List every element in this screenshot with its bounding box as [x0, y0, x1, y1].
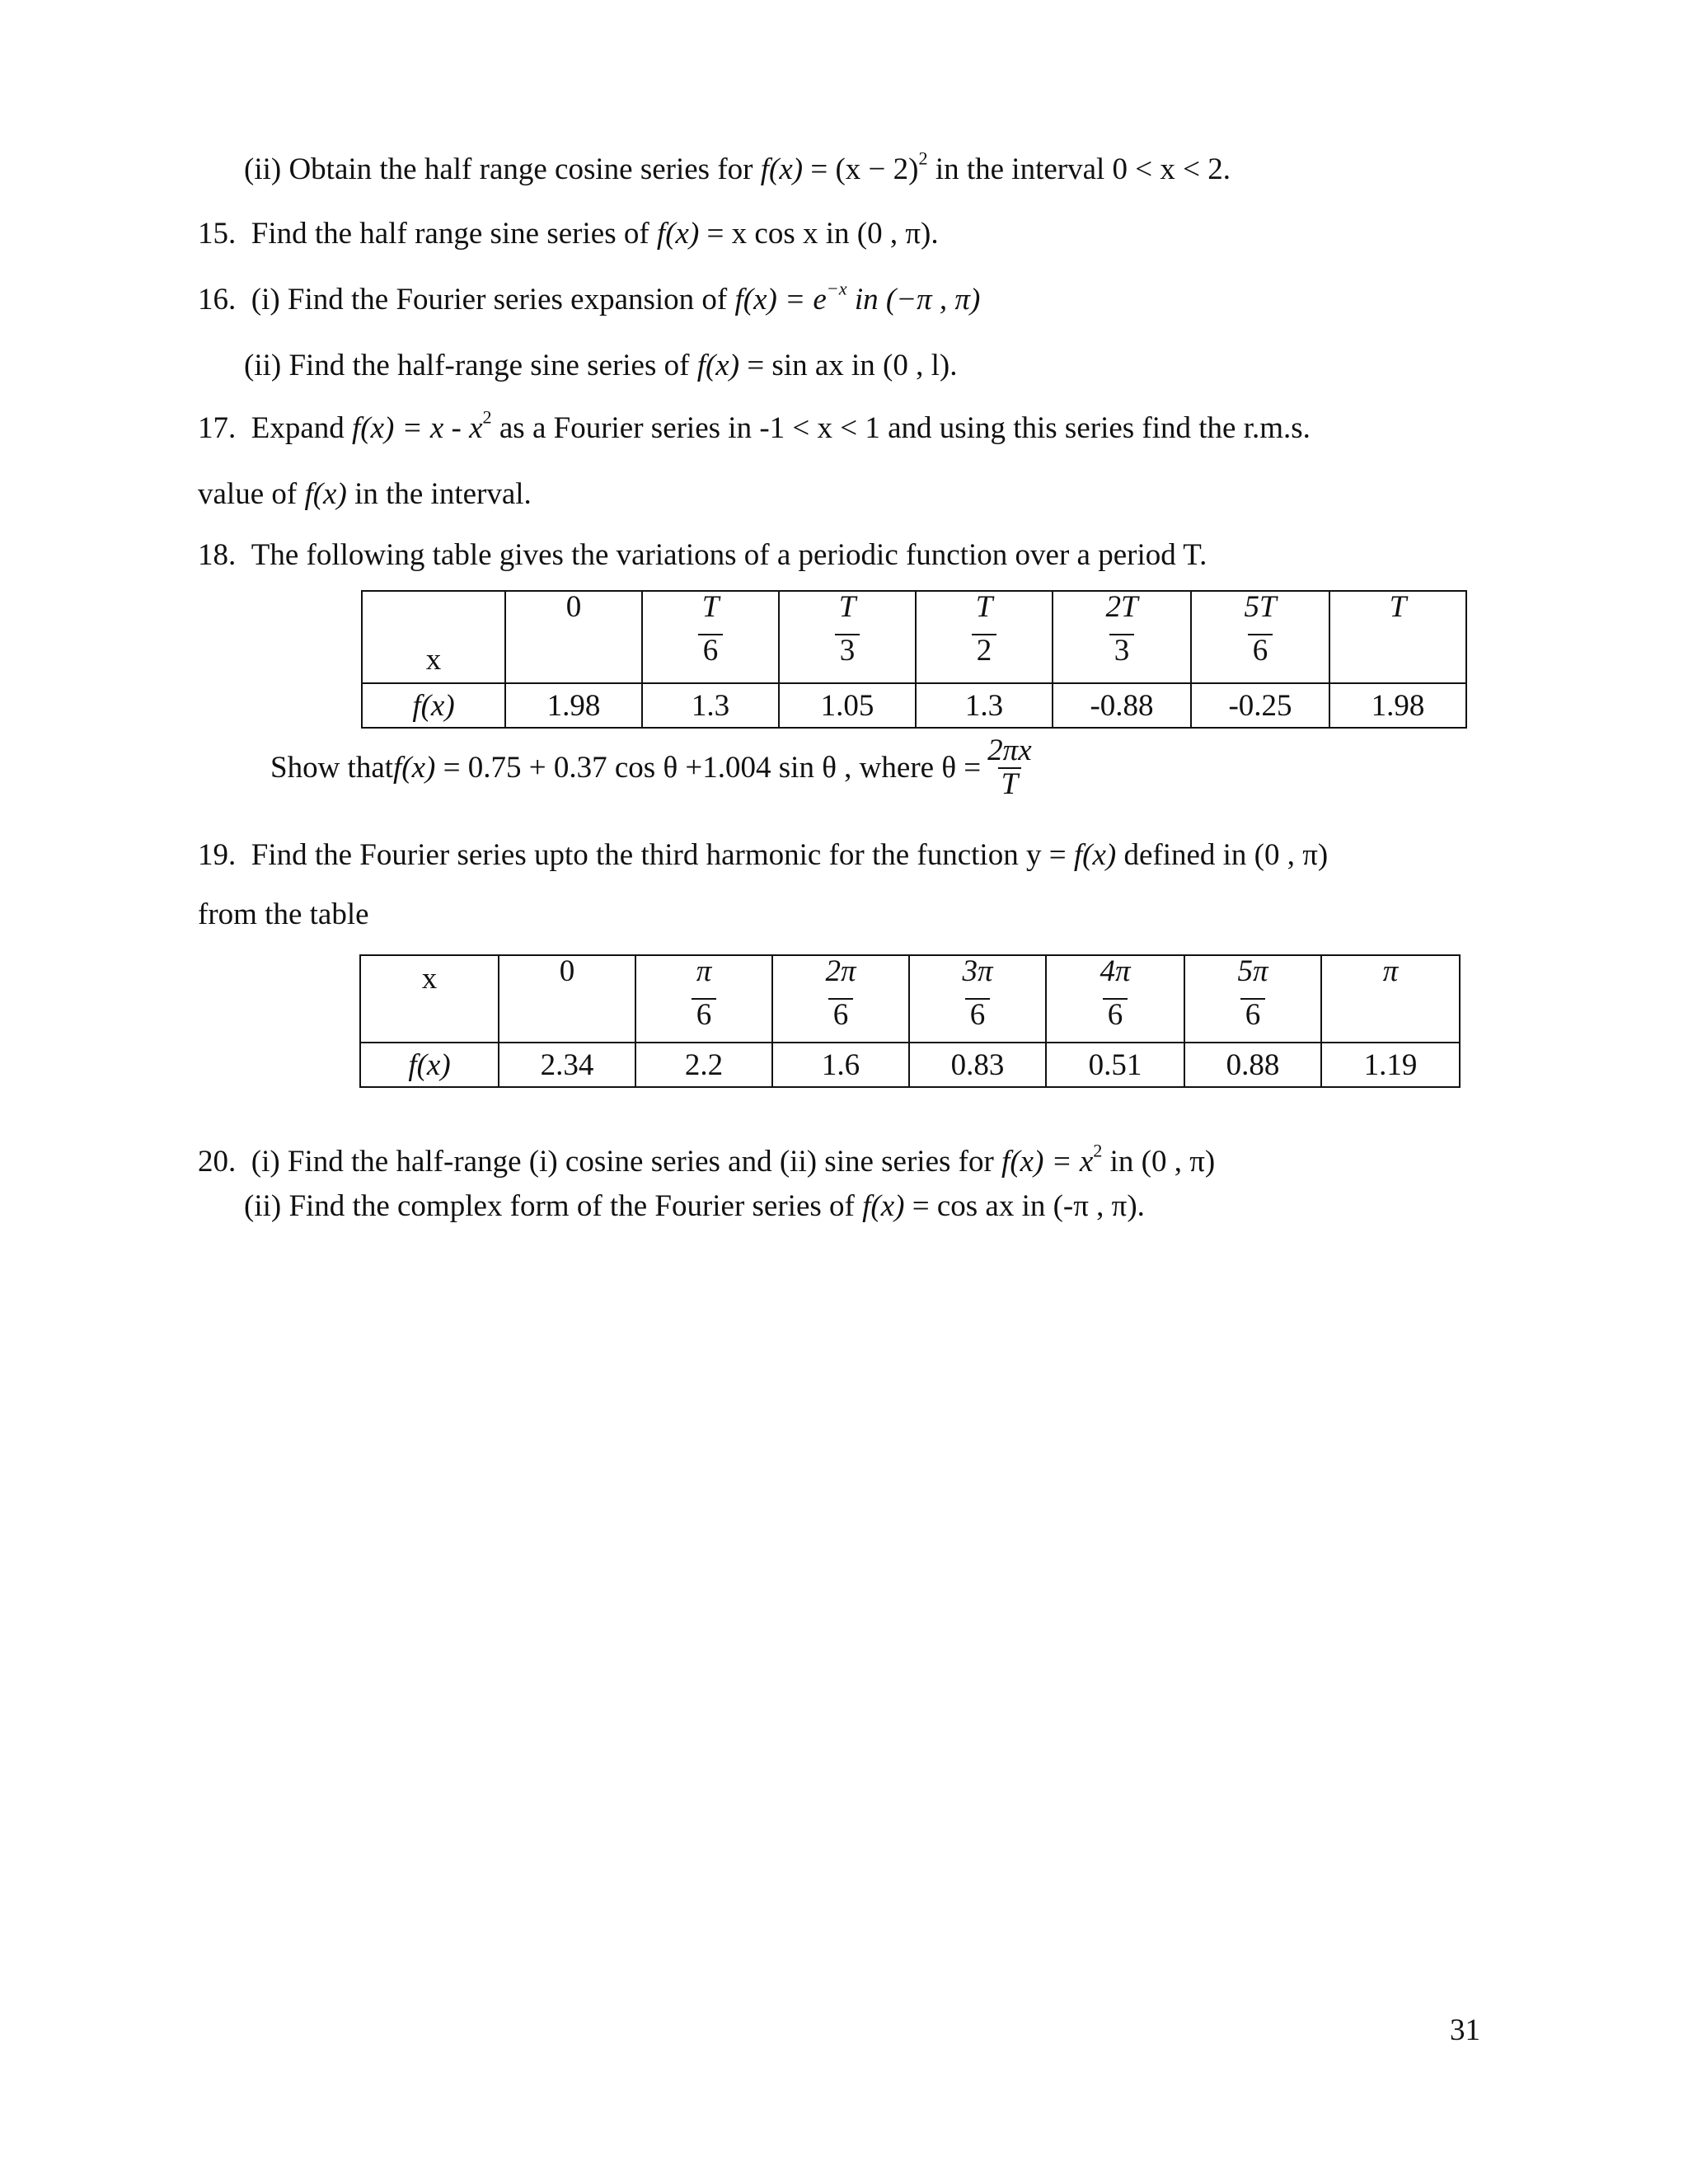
q20-number: 20. [198, 1145, 237, 1179]
table-cell [1184, 955, 1321, 1043]
table-row [362, 591, 1466, 683]
q18-x-6 [1330, 592, 1465, 624]
q19-x-4 [1047, 956, 1184, 1032]
q14-ii-eq: = (x − 2) [803, 152, 919, 186]
table-cell [642, 591, 779, 683]
question-20-ii [244, 1190, 1145, 1224]
x-den: 6 [965, 998, 991, 1032]
table-cell [779, 591, 916, 683]
f-value: 1.6 [772, 1043, 909, 1087]
x-num: T [838, 590, 856, 624]
page-number: 31 [1450, 2013, 1480, 2047]
f-value: 1.98 [505, 683, 642, 728]
row-label-x: x [421, 962, 438, 996]
q16-ii-fx: f(x) [696, 349, 740, 382]
x-den: 2 [972, 634, 997, 668]
q15-fx: f(x) [656, 217, 700, 251]
x-num: 3π [962, 954, 993, 988]
q19-x-2 [773, 956, 908, 1032]
q18-x-0 [506, 592, 641, 624]
q18-x-3 [917, 592, 1052, 668]
q15-suffix: in (0 , π). [818, 217, 939, 251]
q15-eq: = x cos x [699, 217, 818, 251]
table-cell [505, 591, 642, 683]
question-19-line2 [198, 898, 369, 932]
q19-number: 19. [198, 838, 237, 872]
q19-fx: f(x) [1073, 838, 1117, 872]
f-value: 0.83 [909, 1043, 1046, 1087]
q19-x-5 [1185, 956, 1320, 1032]
theta-den: T [998, 767, 1022, 801]
x-num: 2T [1105, 590, 1138, 624]
q17-line2-fx: f(x) [304, 477, 347, 511]
table-cell [1321, 955, 1460, 1043]
q19-text: Find the Fourier series upto the third harmonic for the function y = [251, 838, 1074, 872]
q20-sup: 2 [1093, 1140, 1103, 1161]
q19-table [359, 954, 1461, 1088]
q15-text: Find the half range sine series of [251, 217, 657, 251]
q15-number: 15. [198, 217, 237, 251]
table-cell [499, 955, 635, 1043]
x-num: 4π [1100, 954, 1131, 988]
q17-line2-text: value of [198, 477, 305, 511]
f-value: 1.98 [1329, 683, 1466, 728]
x-num: T [701, 590, 720, 624]
question-16-ii [244, 349, 957, 383]
table-cell [362, 591, 505, 683]
q19-suffix: defined in (0 , π) [1116, 838, 1329, 872]
question-17-line2 [198, 478, 532, 512]
x-den: 6 [1248, 634, 1273, 668]
show-eq: = 0.75 + 0.37 cos θ +1.004 sin θ , where θ = [435, 750, 982, 785]
q18-number: 18. [198, 538, 237, 572]
x-num: 2π [825, 954, 856, 988]
f-value: 0.51 [1046, 1043, 1184, 1087]
q18-x-1 [643, 592, 778, 668]
question-15 [198, 218, 939, 251]
f-value: 2.34 [499, 1043, 635, 1087]
question-20 [198, 1140, 1216, 1179]
q20-text: (i) Find the half-range (i) cosine series and (ii) sine series for [251, 1145, 1002, 1179]
x-den: 6 [1240, 998, 1266, 1032]
q16-number: 16. [198, 283, 237, 316]
question-18 [198, 539, 1207, 573]
q17-number: 17. [198, 411, 237, 445]
q17-text: Expand [251, 411, 353, 445]
q18-text: The following table gives the variations of a periodic function over a period T. [251, 538, 1207, 572]
x-den: 6 [1103, 998, 1128, 1032]
x-den: 3 [835, 634, 860, 668]
q14-ii-suffix: in the interval 0 < x < 2. [927, 152, 1231, 186]
x-value: π [1382, 954, 1399, 988]
q19-x-3 [910, 956, 1045, 1032]
table-cell [1329, 591, 1466, 683]
x-value: 0 [565, 590, 582, 624]
q19-x-0 [499, 956, 635, 988]
table-row [360, 955, 1460, 1043]
f-value: 2.2 [635, 1043, 772, 1087]
q20-ii-fx: f(x) [862, 1189, 905, 1223]
q17-suffix: as a Fourier series in -1 < x < 1 and using this series find the r.m.s. [491, 411, 1311, 445]
f-value: 1.19 [1321, 1043, 1460, 1087]
f-value: 0.88 [1184, 1043, 1321, 1087]
q16-i-fx: f(x) [734, 283, 777, 316]
x-den: 3 [1109, 634, 1135, 668]
f-value: -0.88 [1053, 683, 1191, 728]
table-cell [1191, 591, 1329, 683]
table-cell [916, 591, 1053, 683]
q20-ii-text: (ii) Find the complex form of the Fourier series of [244, 1189, 863, 1223]
q19-line2-text: from the table [198, 898, 369, 931]
table-cell [635, 955, 772, 1043]
q14-ii-text: (ii) Obtain the half range cosine series for [244, 152, 761, 186]
theta-fraction [984, 735, 1034, 801]
q17-sup: 2 [482, 406, 492, 428]
q16-i-sup: −x [826, 278, 847, 299]
q17-eq: = x - x [394, 411, 483, 445]
show-fx: f(x) [393, 750, 436, 785]
f-value: 1.3 [642, 683, 779, 728]
q16-i-eq: = e [776, 283, 827, 316]
x-den: 6 [828, 998, 854, 1032]
theta-num: 2πx [987, 733, 1032, 767]
x-num: π [696, 954, 712, 988]
f-value: 1.05 [779, 683, 916, 728]
x-den: 6 [692, 998, 717, 1032]
q16-i-suffix: in (−π , π) [846, 283, 981, 316]
x-num: T [975, 590, 993, 624]
q20-ii-suffix: = cos ax in (-π , π). [904, 1189, 1145, 1223]
q16-i-text: (i) Find the Fourier series expansion of [251, 283, 735, 316]
q19-x-1 [636, 956, 771, 1032]
row-label-fx: f(x) [362, 683, 505, 728]
q18-show-that [270, 735, 1039, 801]
q20-eq: = x [1043, 1145, 1094, 1179]
x-value: 0 [559, 954, 575, 988]
table-cell [360, 955, 499, 1043]
q17-fx: f(x) [352, 411, 395, 445]
q17-line2-suffix: in the interval. [346, 477, 532, 511]
x-value: T [1389, 590, 1407, 624]
table-row [362, 683, 1466, 728]
question-14-ii [244, 148, 1231, 187]
f-value: -0.25 [1191, 683, 1329, 728]
row-label-fx: f(x) [360, 1043, 499, 1087]
table-cell [772, 955, 909, 1043]
question-19 [198, 839, 1328, 873]
q20-suffix: in (0 , π) [1102, 1145, 1216, 1179]
q18-x-2 [780, 592, 915, 668]
table-row [360, 1043, 1460, 1087]
table-cell [909, 955, 1046, 1043]
q18-x-4 [1053, 592, 1190, 668]
table-cell [1053, 591, 1191, 683]
question-16-i [198, 278, 981, 317]
f-value: 1.3 [916, 683, 1053, 728]
q20-fx: f(x) [1001, 1145, 1044, 1179]
show-text: Show that [270, 750, 394, 785]
x-den: 6 [698, 634, 724, 668]
q16-ii-suffix: = sin ax in (0 , l). [739, 349, 958, 382]
question-17 [198, 406, 1311, 446]
x-num: 5T [1244, 590, 1277, 624]
q14-ii-fx: f(x) [760, 152, 804, 186]
x-num: 5π [1237, 954, 1268, 988]
q18-table [361, 590, 1467, 729]
q16-ii-text: (ii) Find the half-range sine series of [244, 349, 697, 382]
row-label-x: x [425, 643, 442, 677]
q18-x-5 [1192, 592, 1329, 668]
table-cell [1046, 955, 1184, 1043]
q14-ii-sup: 2 [918, 148, 928, 169]
q19-x-6 [1322, 956, 1459, 988]
